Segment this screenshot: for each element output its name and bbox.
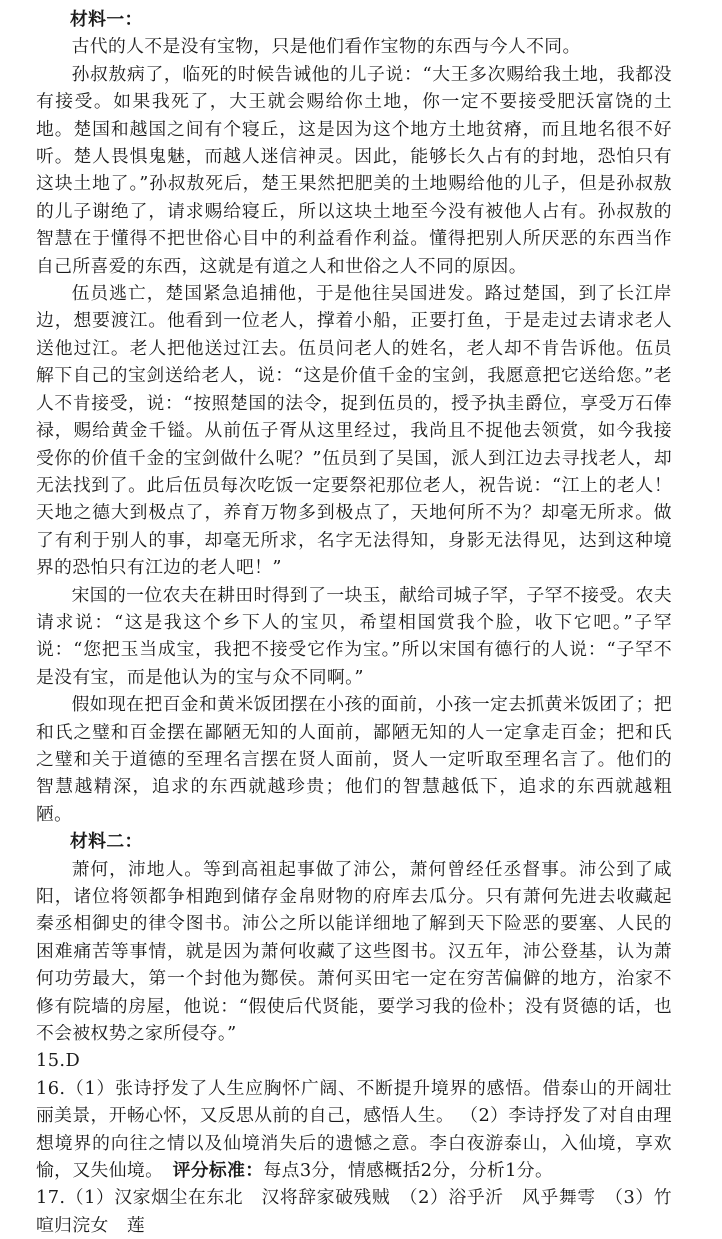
scoring-text: 每点3分，情感概括2分，分析1分。: [263, 1160, 554, 1182]
answer-16: [36, 1075, 672, 1185]
material2-heading: 材料二：: [70, 831, 143, 853]
material2-paragraph-1: 萧何，沛地人。等到高祖起事做了沛公，萧何曾经任丞督事。沛公到了咸阳，诸位将领都争相跑到储存金帛财物的府库去瓜分。只有萧何先进去收藏起秦丞相御史的律令图书。沛公之所以能详细地了解到天下险恶的要塞、人民的困难痛苦等事情，就是因为萧何收藏了这些图书。汉五年，沛公登基，认为萧何功劳最大，第一个封他为酂侯。萧何买田宅一定在穷苦偏僻的地方，治家不修有院墙的房屋，他说：“假使后代贤能，要学习我的俭朴；没有贤德的话，也不会被权势之家所侵夺。”: [36, 858, 672, 1045]
material1-paragraph-5: 假如现在把百金和黄米饭团摆在小孩的面前，小孩一定去抓黄米饭团了；把和氏之璧和百金摆在鄙陋无知的人面前，鄙陋无知的人一定拿走百金；把和氏之璧和关于道德的至理名言摆在贤人面前，贤人一定听取至理名言了。他们的智慧越精深，追求的东西就越珍贵；他们的智慧越低下，追求的东西就越粗陋。: [36, 694, 672, 825]
answer-17: 17.（1）汉家烟尘在东北 汉将辞家破残贼 （2）浴乎沂 风乎舞雩 （3）竹喧归浣女 莲: [36, 1187, 672, 1236]
material1-paragraph-4: 宋国的一位农夫在耕田时得到了一块玉，献给司城子罕，子罕不接受。农夫请求说：“这是我这个乡下人的宝贝，希望相国赏我个脸，收下它吧。”子罕说：“您把玉当成宝，我把不接受它作为宝。”所以宋国有德行的人说：“子罕不是没有宝，而是他认为的宝与众不同啊。”: [36, 584, 672, 688]
answer-16-text: 16.（1）张诗抒发了人生应胸怀广阔、不断提升境界的感悟。借泰山的开阔壮丽美景，开畅心怀，又反思从前的自己，感悟人生。 （2）李诗抒发了对自由理想境界的向往之情以及仙境消失后的遗憾之意。李白夜游泰山，入仙境，享欢愉，又失仙境。: [36, 1077, 672, 1182]
material1-paragraph-1: 古代的人不是没有宝物，只是他们看作宝物的东西与今人不同。: [71, 36, 581, 58]
material1-paragraph-3: 伍员逃亡，楚国紧急追捕他，于是他往吴国进发。路过楚国，到了长江岸边，想要渡江。他看到一位老人，撑着小船，正要打鱼，于是走过去请求老人送他过江。老人把他送过江去。伍员问老人的姓名，老人却不肯告诉他。伍员解下自己的宝剑送给老人，说：“这是价值千金的宝剑，我愿意把它送给您。”老人不肯接受，说：“按照楚国的法令，捉到伍员的，授予执圭爵位，享受万石俸禄，赐给黄金千镒。从前伍子胥从这里经过，我尚且不捉他去领赏，如今我接受你的价值千金的宝剑做什么呢？”伍员到了吴国，派人到江边去寻找老人，却无法找到了。此后伍员每次吃饭一定要祭祀那位老人，祝告说：“江上的老人！天地之德大到极点了，养育万物多到极点了，天地何所不为？却毫无所求。做了有利于别人的事，却毫无所求，名字无法得知，身影无法得见，达到这种境界的恐怕只有江边的老人吧！”: [36, 283, 672, 579]
material1-paragraph-2: 孙叔敖病了，临死的时候告诫他的儿子说：“大王多次赐给我土地，我都没有接受。如果我死了，大王就会赐给你土地，你一定不要接受肥沃富饶的土地。楚国和越国之间有个寝丘，这是因为这个地方土地贫瘠，而且地名很不好听。楚人畏惧鬼魅，而越人迷信神灵。因此，能够长久占有的封地，恐怕只有这块土地了。”孙叔敖死后，楚王果然把肥美的土地赐给他的儿子，但是孙叔敖的儿子谢绝了，请求赐给寝丘，所以这块土地至今没有被他人占有。孙叔敖的智慧在于懂得不把世俗心目中的利益看作利益。懂得把别人所厌恶的东西当作自己所喜爱的东西，这就是有道之人和世俗之人不同的原因。: [36, 63, 672, 277]
answer-15: 15.D: [36, 1050, 81, 1072]
scoring-label: 评分标准：: [172, 1160, 264, 1182]
material1-heading: 材料一：: [70, 9, 143, 30]
